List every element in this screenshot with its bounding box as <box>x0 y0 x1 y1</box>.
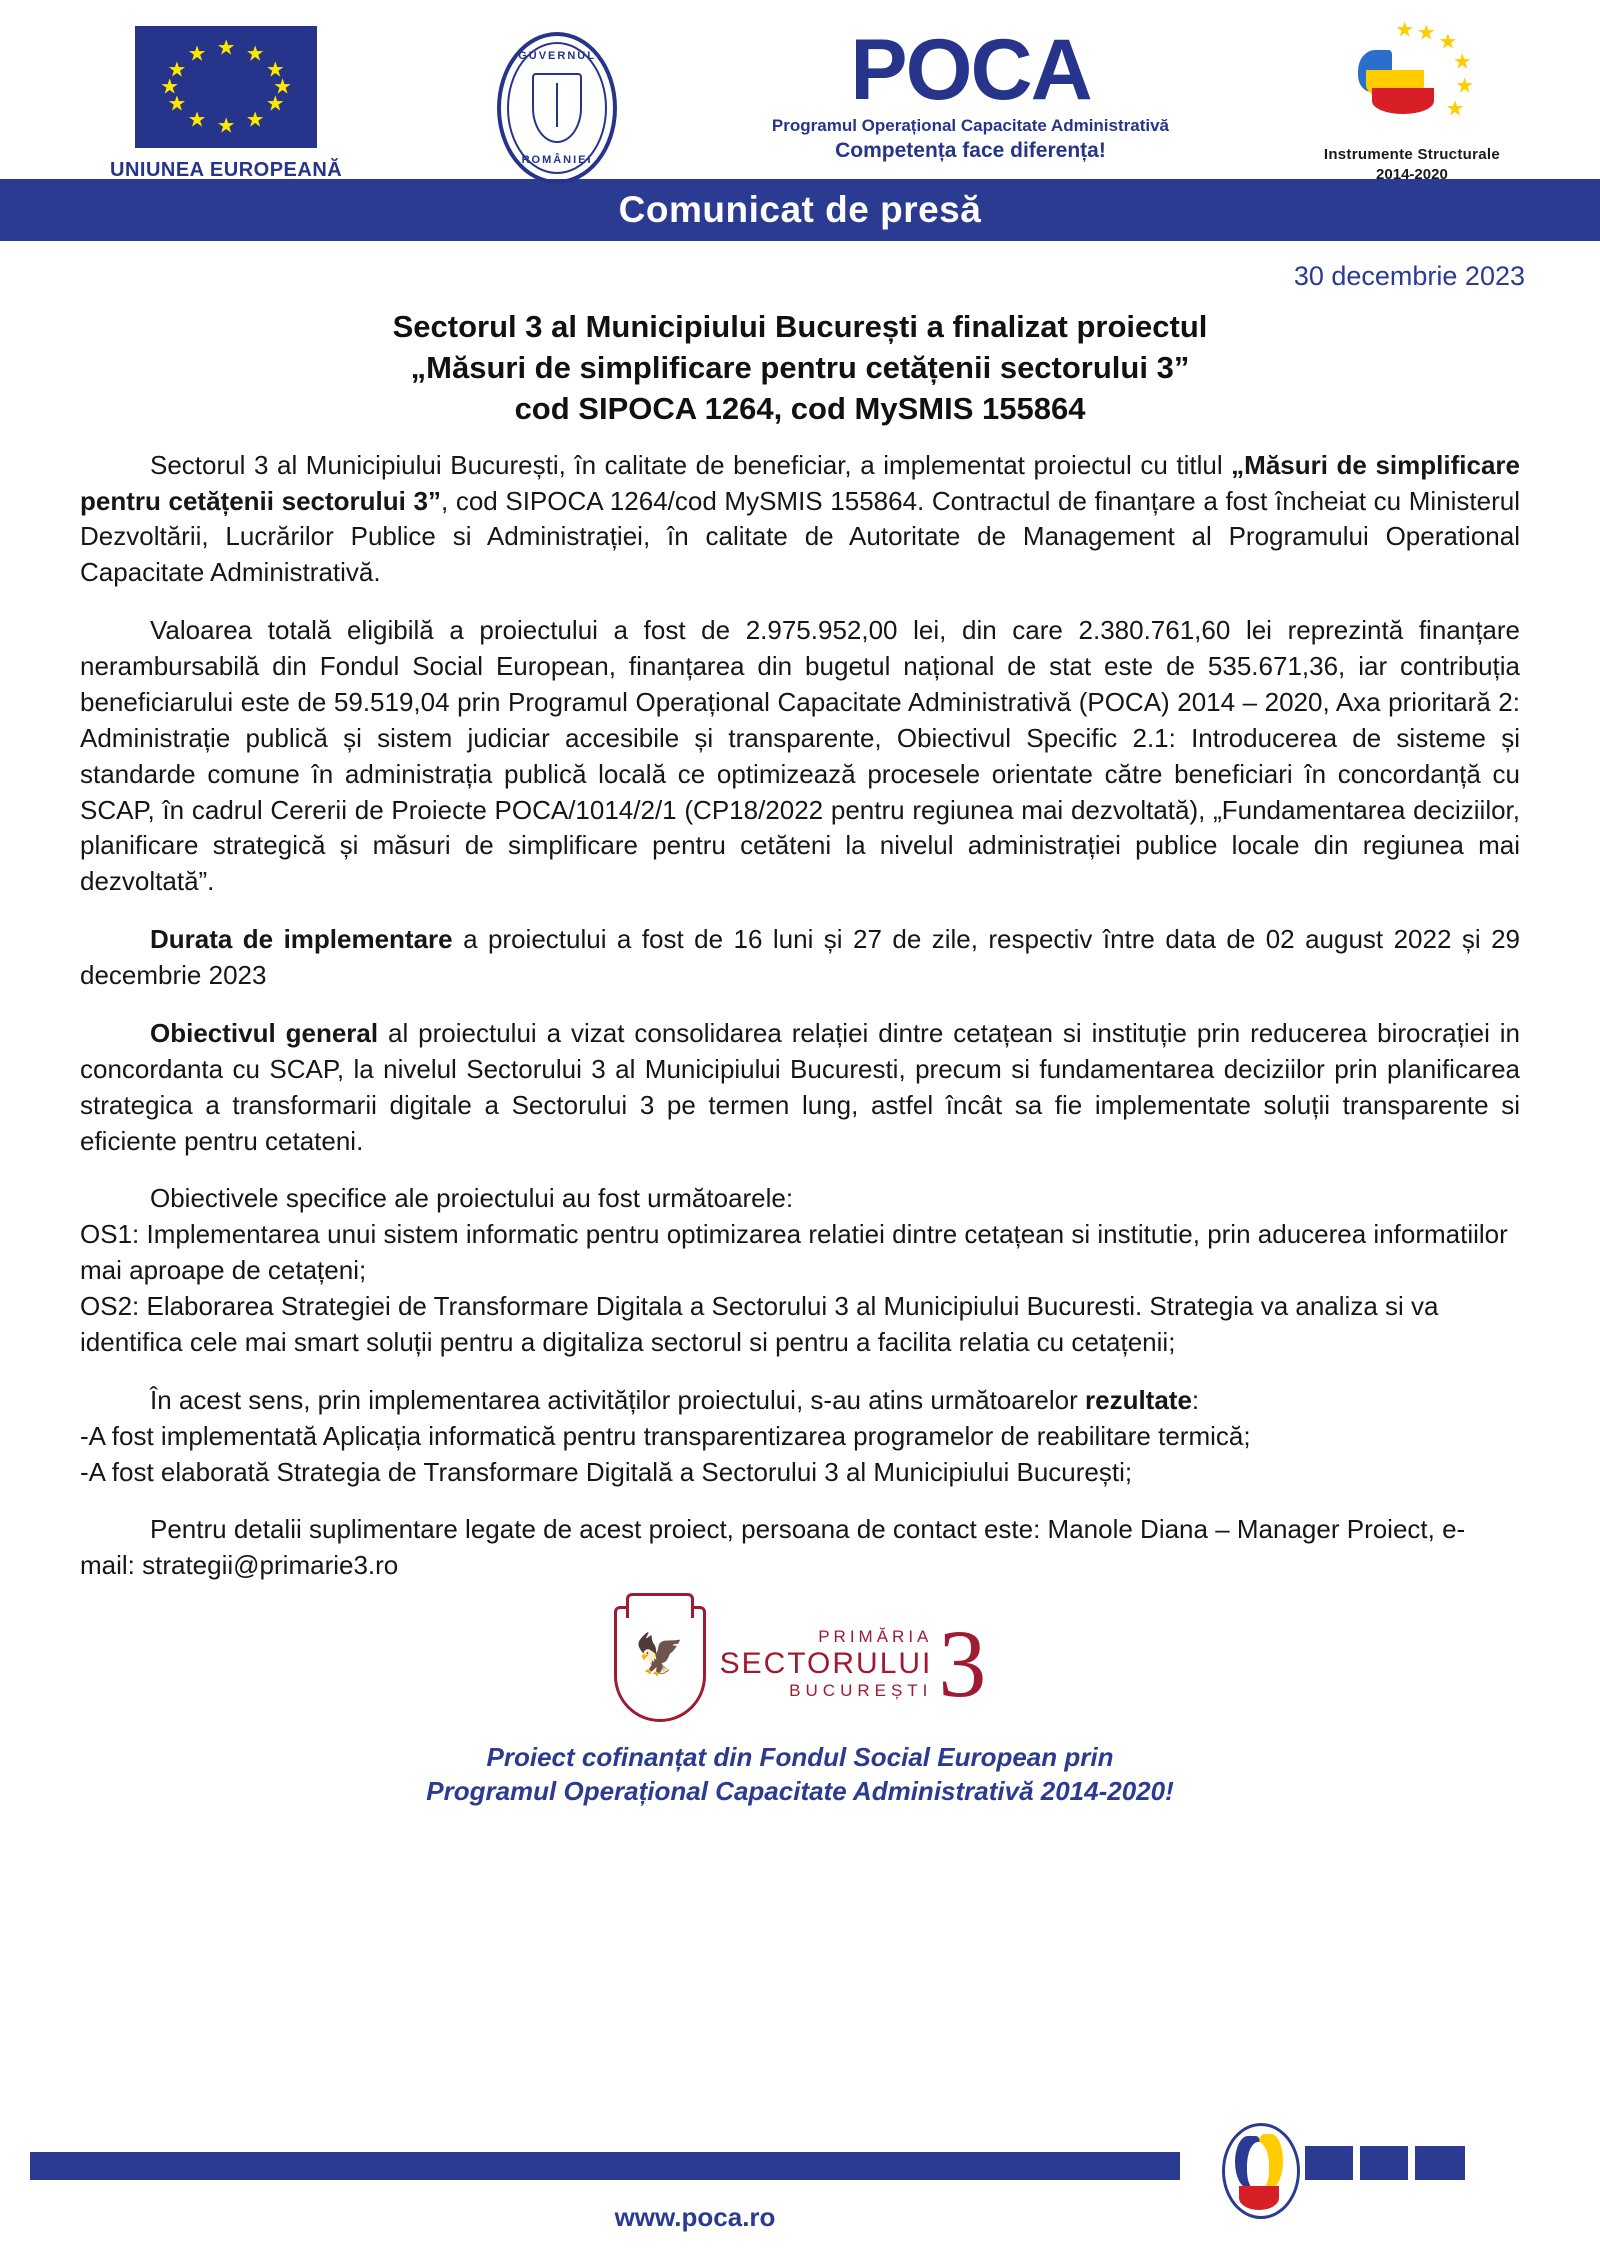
results-intro <box>80 1383 1520 1419</box>
structural-caption-2: 2014-2020 <box>1376 166 1448 183</box>
document-body <box>0 448 1600 1585</box>
header-logo-strip <box>0 0 1600 183</box>
primaria-sector3-logo <box>0 1606 1600 1722</box>
results-label: rezultate <box>1084 1384 1192 1415</box>
structural-instruments-logo <box>1323 18 1500 183</box>
doc-title-line-1: Sectorul 3 al Municipiului București a finalizat proiectul <box>392 309 1208 344</box>
general-objective-text: al proiectului a vizat consolidarea relației dintre cetațean si instituție prin reducerea birocrației in concordanta cu SCAP, la nivelul Sectorului 3 al Municipiului Bucuresti, precum si fundamentarea deciziilor prin planificarea strategica a transformarii digitale a Sectorului 3 pe termen lung, astfel încât sa fie implementate soluții transparente si eficiente pentru cetateni. <box>80 1017 1521 1156</box>
duration-label: Durata de implementare <box>150 924 453 955</box>
objective-os2: OS2: Elaborarea Strategiei de Transformare Digitala a Sectorului 3 al Municipiului Bucuresti. Strategia va analiza si va identifica cele mai smart soluții pentru a digitaliza sectorul si pentru a facilita relatia cu cetațenii; <box>80 1291 1439 1357</box>
poca-logo <box>771 22 1170 163</box>
government-logo <box>497 32 617 184</box>
paragraph-duration <box>80 922 1520 994</box>
footer-bar <box>0 2120 1600 2263</box>
p1-part-b: , cod SIPOCA 1264/cod MySMIS 155864. Contractul de finanțare a fost încheiat cu Ministerul Dezvoltării, Lucrărilor Publice si Administrației, în calitate de Autoritate de Management al Programului Operational Capacitate Administrativă. <box>80 485 1521 588</box>
paragraph-intro <box>80 448 1520 592</box>
primaria-wordmark <box>719 1609 987 1717</box>
result-item-1: -A fost implementată Aplicația informatică pentru transparentizarea programelor de reabilitare termică; <box>80 1420 1251 1451</box>
objective-os1: OS1: Implementarea unui sistem informatic pentru optimizarea relatiei dintre cetațean si institutie, prin aducerea informatiilor mai aproape de cetațeni; <box>80 1219 1508 1286</box>
poca-wordmark: POCA <box>850 22 1091 118</box>
footer-bar-segment-1 <box>1305 2146 1353 2180</box>
doc-title-line-2: „Măsuri de simplificare pentru cetățenii sectorului 3” <box>410 350 1190 386</box>
p6-part-a: În acest sens, prin implementarea activităților proiectului, s-au atins următoarelor <box>150 1384 1085 1415</box>
gov-top-label: GUVERNUL <box>518 50 596 62</box>
general-objective-label: Obiectivul general <box>150 1017 379 1048</box>
eu-flag-icon: ★ ★ ★ ★ ★ ★ ★ ★ ★ ★ ★ ★ <box>135 26 317 148</box>
primaria-line-2: SECTORULUI <box>719 1646 933 1680</box>
tagline-line-1: Proiect cofinanțat din Fondul Social European prin <box>486 1742 1114 1773</box>
crest-crown-icon <box>626 1593 694 1618</box>
p6-part-b: : <box>1191 1384 1200 1415</box>
banner-title: Comunicat de presă <box>618 189 982 230</box>
specific-objectives-intro: Obiectivele specifice ale proiectului au fost următoarele: <box>150 1183 794 1214</box>
gov-bottom-label: ROMÂNIEI <box>521 154 593 166</box>
paragraph-funding: Valoarea totală eligibilă a proiectului a fost de 2.975.952,00 lei, din care 2.380.761,60 lei reprezintă finanțare nerambursabilă din Fondul Social European, finanțarea din bugetul național de stat este de 535.671,36, iar contribuția beneficiarului este de 59.519,04 prin Programul Operațional Capacitate Administrativă (POCA) 2014 – 2020, Axa prioritară 2: Administrație publică și sistem judiciar accesibile și transparente, Obiectivul Specific 2.1: Introducerea de sisteme și standarde comune în administrația publică locală ce optimizează procesele orientate către beneficiari în concordanță cu SCAP, în cadrul Cererii de Proiecte POCA/1014/2/1 (CP18/2022 pentru regiunea mai dezvoltată), „Fundamentarea deciziilor, planificare strategică și măsuri de simplificare pentru cetăteni la nivelul administrației publice locale din regiunea mai dezvoltată”. <box>80 615 1520 897</box>
footer-bar-main <box>30 2152 1180 2180</box>
page-title <box>0 306 1600 430</box>
primaria-line-1: PRIMĂRIA <box>818 1626 933 1646</box>
press-release-banner <box>0 179 1600 241</box>
result-item-2: -A fost elaborată Strategia de Transformare Digitală a Sectorului 3 al Municipiului București; <box>80 1456 1133 1487</box>
funding-tagline <box>0 1740 1600 1809</box>
duration-text: a proiectului a fost de 16 luni și 27 de zile, respectiv între data de 02 august 2022 și 29 decembrie 2023 <box>80 924 1520 991</box>
eu-logo-caption: UNIUNEA EUROPEANĂ <box>110 159 343 181</box>
structural-swoosh-icon: ★ ★ ★ ★ ★ ★ <box>1352 26 1472 138</box>
gov-coat-of-arms <box>532 73 582 143</box>
eu-logo <box>110 26 342 182</box>
paragraph-general-objective <box>80 1016 1520 1160</box>
primaria-line-3: BUCUREȘTI <box>789 1681 933 1701</box>
government-seal-icon <box>497 32 617 184</box>
tagline-line-2: Programul Operațional Capacitate Administrativă 2014-2020! <box>426 1776 1174 1807</box>
crest-eagle-icon: 🦅 <box>634 1633 685 1678</box>
sector3-crest-icon <box>614 1606 706 1722</box>
poca-subtitle-1: Programul Operațional Capacitate Administrativă <box>771 115 1170 135</box>
footer-bar-segment-3 <box>1415 2146 1465 2180</box>
p1-project-title: „Măsuri de simplificare pentru cetățenii sectorului 3” <box>80 449 1520 516</box>
p1-part-a: Sectorul 3 al Municipiului București, în calitate de beneficiar, a implementat proiectul cu titlul <box>150 449 1232 480</box>
publication-date: 30 decembrie 2023 <box>1293 261 1525 291</box>
doc-title-line-3: cod SIPOCA 1264, cod MySMIS 155864 <box>514 391 1086 427</box>
primaria-sector-number: 3 <box>938 1609 987 1717</box>
paragraph-contact: Pentru detalii suplimentare legate de acest proiect, persoana de contact este: Manole Diana – Manager Proiect, e-mail: strategii@primarie3.ro <box>80 1514 1466 1581</box>
poca-subtitle-2: Competența face diferența! <box>835 138 1106 162</box>
footer-bar-segment-2 <box>1360 2146 1408 2180</box>
structural-caption-1: Instrumente Structurale <box>1323 146 1500 163</box>
poca-website-url[interactable]: www.poca.ro <box>614 2202 776 2232</box>
